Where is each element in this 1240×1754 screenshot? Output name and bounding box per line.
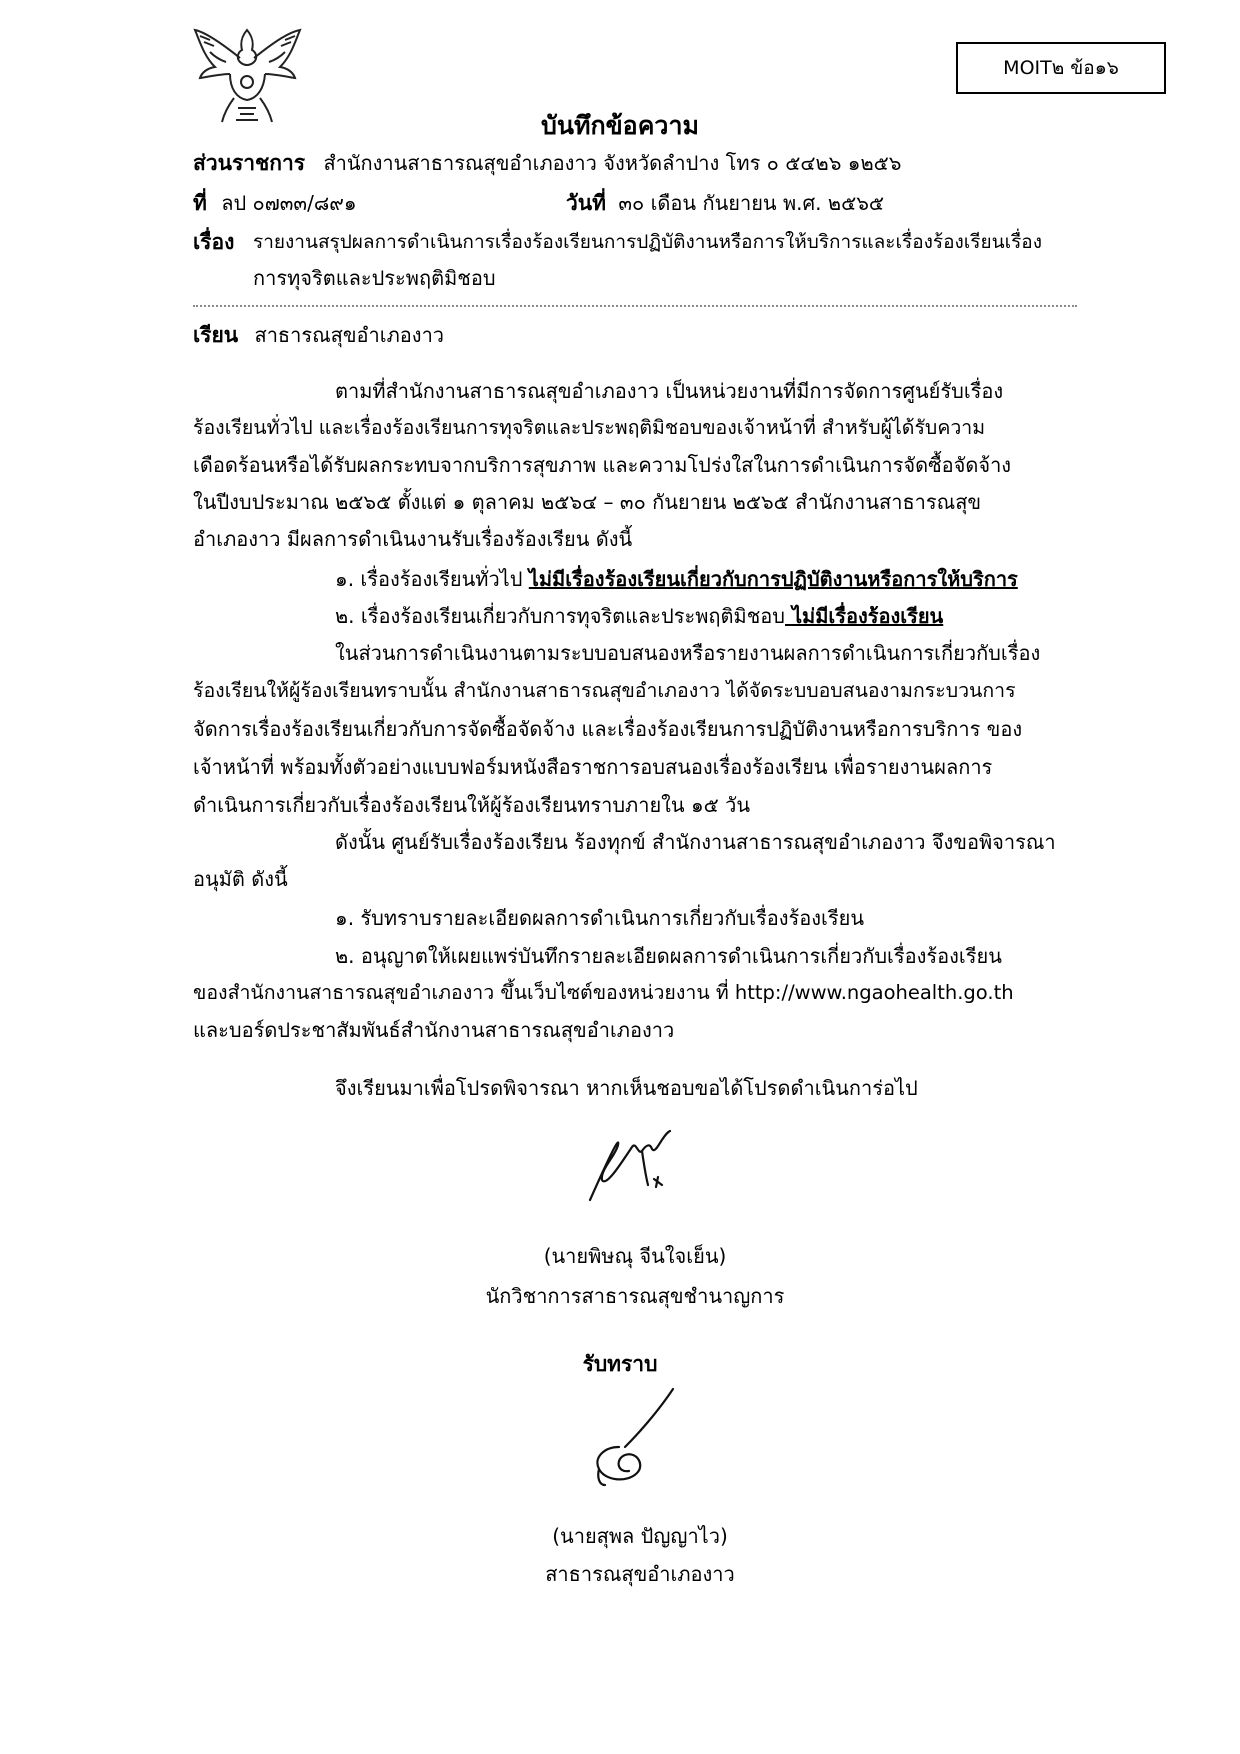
agency-row xyxy=(193,150,901,176)
p3-line-1: ดังนั้น ศูนย์รับเรื่องร้องเรียน ร้องทุกข์ สำนักงานสาธารณสุขอำเภองาว จึงขอพิจารณา xyxy=(335,830,1056,854)
memo-title: บันทึกข้อความ xyxy=(541,111,699,140)
signer-1-name: (นายพิษณุ จีนใจเย็น) xyxy=(543,1244,727,1268)
p1-line-2: ร้องเรียนทั่วไป และเรื่องร้องเรียนการทุจริตและประพฤติมิชอบของเจ้าหน้าที่ สำหรับผู้ได้รับความ xyxy=(193,416,986,439)
item-1 xyxy=(335,566,1018,592)
reference-code-box xyxy=(956,42,1166,94)
p2-line-2: ร้องเรียนให้ผู้ร้องเรียนทราบนั้น สำนักงานสาธารณสุขอำเภองาว ได้จัดระบบอบสนองามกระบวนการ xyxy=(193,679,1016,702)
subject-label: เรื่อง xyxy=(193,230,235,254)
p1-line-3: เดือดร้อนหรือได้รับผลกระทบจากบริการสุขภาพ และความโปร่งใสในการดำเนินการจัดซื้อจัดจ้าง xyxy=(193,453,1012,477)
p3-line-2: อนุมัติ ดังนี้ xyxy=(193,867,288,891)
doc-number-label: ที่ xyxy=(193,191,207,215)
subject-row xyxy=(193,229,234,255)
signer-2-position: สาธารณสุขอำเภองาว xyxy=(545,1562,735,1586)
item-2 xyxy=(335,603,943,629)
p1-line-4: ในปีงบประมาณ ๒๕๖๕ ตั้งแต่ ๑ ตุลาคม ๒๕๖๔ – ๓๐ กันยายน ๒๕๖๕ สำนักงานสาธารณสุข xyxy=(193,490,982,514)
to-label: เรียน xyxy=(193,323,239,347)
agency-label: ส่วนราชการ xyxy=(193,151,306,175)
p1-line-1: ตามที่สำนักงานสาธารณสุขอำเภองาว เป็นหน่วยงานที่มีการจัดการศูนย์รับเรื่อง xyxy=(335,379,1004,403)
subject-line-2: การทุจริตและประพฤติมิชอบ xyxy=(253,266,496,290)
to-row xyxy=(193,322,444,348)
item-1-text: ๑. เรื่องร้องเรียนทั่วไป xyxy=(335,567,529,591)
item-2-emphasis: ไม่มีเรื่องร้องเรียน xyxy=(784,604,944,628)
approve-item-2-line-3: และบอร์ดประชาสัมพันธ์สำนักงานสาธารณสุขอำเภองาว xyxy=(193,1018,675,1042)
p2-line-4: เจ้าหน้าที่ พร้อมทั้งตัวอย่างแบบฟอร์มหนังสือราชการอบสนองเรื่องร้องเรียน เพื่อรายงานผลการ xyxy=(193,755,993,779)
header-divider xyxy=(193,305,1077,307)
p2-line-3: จัดการเรื่องร้องเรียนเกี่ยวกับการจัดซื้อจัดจ้าง และเรื่องร้องเรียนการปฏิบัติงานหรือการบริการ ของ xyxy=(193,717,1023,741)
date-value: ๓๐ เดือน กันยายน พ.ศ. ๒๕๖๕ xyxy=(618,191,885,215)
to-value: สาธารณสุขอำเภองาว xyxy=(254,323,445,347)
item-1-emphasis: ไม่มีเรื่องร้องเรียนเกี่ยวกับการปฏิบัติงานหรือการให้บริการ xyxy=(528,567,1018,591)
signature-1 xyxy=(580,1125,690,1205)
approve-item-1: ๑. รับทราบรายละเอียดผลการดำเนินการเกี่ยวกับเรื่องร้องเรียน xyxy=(335,906,865,930)
date-label: วันที่ xyxy=(566,191,606,215)
agency-value: สำนักงานสาธารณสุขอำเภองาว จังหวัดลำปาง โทร ๐ ๕๔๒๖ ๑๒๕๖ xyxy=(323,151,902,175)
subject-line-1: รายงานสรุปผลการดำเนินการเรื่องร้องเรียนการปฏิบัติงานหรือการให้บริการและเรื่องร้องเรียนเรื่อง xyxy=(253,231,1042,253)
closing-statement: จึงเรียนมาเพื่อโปรดพิจารณา หากเห็นชอบขอได้โปรดดำเนินการ่อไป xyxy=(335,1076,918,1100)
item-2-text: ๒. เรื่องร้องเรียนเกี่ยวกับการทุจริตและประพฤติมิชอบ xyxy=(335,604,785,628)
signer-2-name: (นายสุพล ปัญญาไว) xyxy=(552,1524,728,1548)
doc-number-row xyxy=(193,190,357,216)
p2-line-1: ในส่วนการดำเนินงานตามระบบอบสนองหรือรายงานผลการดำเนินการเกี่ยวกับเรื่อง xyxy=(335,641,1041,665)
approve-item-2-line-2: ของสำนักงานสาธารณสุขอำเภองาว ขึ้นเว็บไซต์ของหน่วยงาน ที่ http://www.ngaohealth.go.th xyxy=(193,981,1014,1004)
p2-line-5: ดำเนินการเกี่ยวกับเรื่องร้องเรียนให้ผู้ร้องเรียนทราบภายใน ๑๕ วัน xyxy=(193,793,751,817)
reference-code: MOIT๒ ข้อ๑๖ xyxy=(1003,57,1119,79)
p1-line-5: อำเภองาว มีผลการดำเนินงานรับเรื่องร้องเรียน ดังนี้ xyxy=(193,527,633,551)
approve-item-2-line-1: ๒. อนุญาตให้เผยแพร่บันทึกรายละเอียดผลการดำเนินการเกี่ยวกับเรื่องร้องเรียน xyxy=(335,944,1002,968)
doc-number-value: ลป ๐๗๓๓/๘๙๑ xyxy=(221,191,357,215)
acknowledged-label: รับทราบ xyxy=(582,1352,658,1376)
signature-2 xyxy=(585,1385,680,1490)
date-row xyxy=(566,190,884,216)
signer-1-position: นักวิชาการสาธารณสุขชำนาญการ xyxy=(485,1284,785,1308)
